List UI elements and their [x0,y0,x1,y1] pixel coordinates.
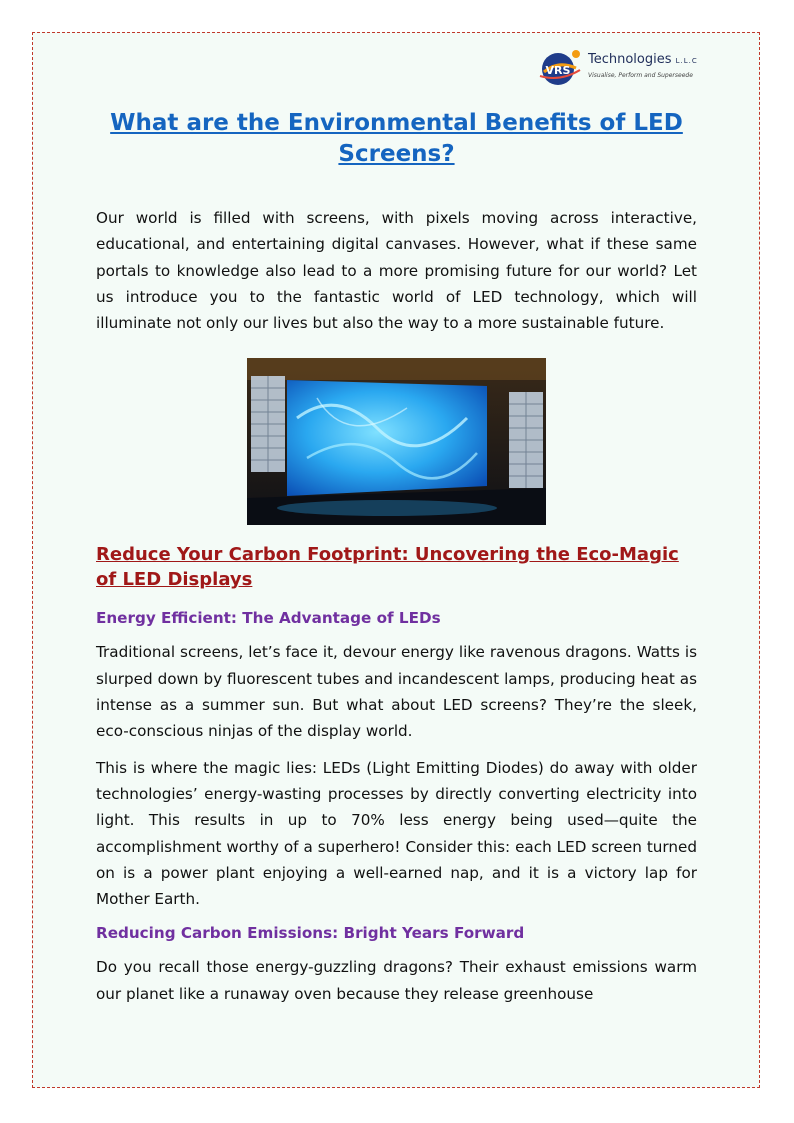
page-title: What are the Environmental Benefits of LED Screens? [110,110,683,167]
vrs-globe-icon [536,48,588,88]
subheading-energy-efficient: Energy Efficient: The Advantage of LEDs [96,609,441,628]
article-body [96,108,697,1007]
energy-paragraph-2: This is where the magic lies: LEDs (Light Emitting Diodes) do away with older technologies’ energy-wasting processes by directly converting electricity into light. This results in up to 70% less energy being used—quite the accomplishment worthy of a superhero! Consider this: each LED screen turned on is a power plant enjoying a well-earned nap, and it is a victory lap for Mother Earth. [96,758,697,909]
subheading-carbon-emissions: Reducing Carbon Emissions: Bright Years Forward [96,924,525,943]
carbon-paragraph: Do you recall those energy-guzzling dragons? Their exhaust emissions warm our planet like a runaway oven because they release greenhouse [96,958,697,1003]
energy-paragraph-1: Traditional screens, let’s face it, devour energy like ravenous dragons. Watts is slurped down by fluorescent tubes and incandescent lamps, producing heat as intense as a summer sun. But what about LED screens? They’re the sleek, eco-conscious ninjas of the display world. [96,643,697,741]
logo-tagline: Visualise, Perform and Superseede [588,72,693,79]
section-heading: Reduce Your Carbon Footprint: Uncovering the Eco-Magic of LED Displays [96,544,679,591]
logo-name-text: Technologies [588,52,672,67]
logo-initials: VRS [545,64,571,77]
logo-name [588,52,698,67]
intro-paragraph: Our world is filled with screens, with pixels moving across interactive, educational, and entertaining digital canvases. However, what if these same portals to knowledge also lead to a more promising future for our world? Let us introduce you to the fantastic world of LED technology, which will illuminate not only our lives but also the way to a more sustainable future. [96,209,697,333]
led-stage-screen-photo [247,358,546,525]
logo-suffix: L.L.C [675,57,698,65]
company-logo [536,48,706,88]
